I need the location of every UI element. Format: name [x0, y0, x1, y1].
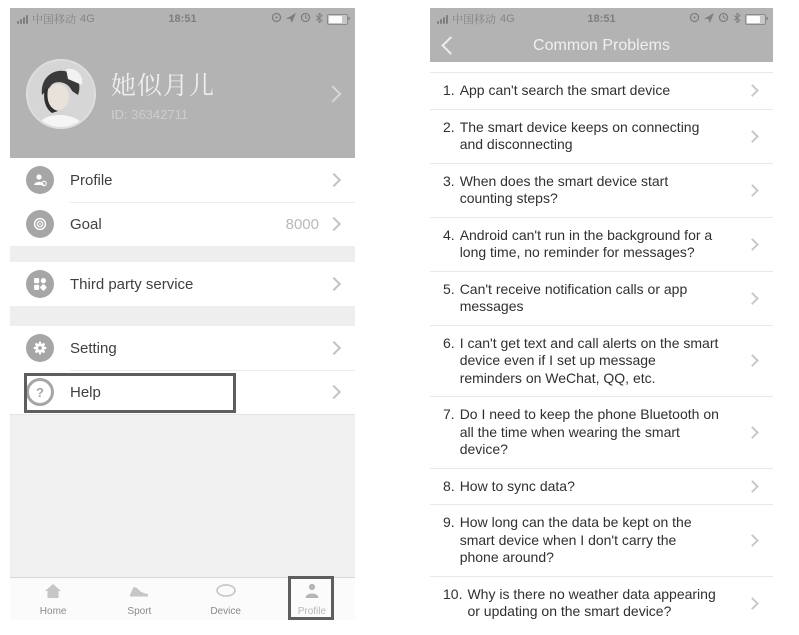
- faq-item-3[interactable]: [430, 164, 773, 218]
- carrier-label: 中国移动: [452, 14, 496, 26]
- chevron-right-icon: [746, 534, 759, 547]
- faq-number: 6.: [443, 334, 455, 351]
- signal-strength-icon: [17, 15, 28, 24]
- chevron-right-icon: [746, 597, 759, 610]
- faq-item-5[interactable]: [430, 272, 773, 326]
- person-badge-icon: [26, 166, 54, 194]
- faq-number: 3.: [443, 172, 455, 189]
- tab-sport[interactable]: [96, 578, 182, 620]
- chevron-right-icon: [327, 173, 341, 187]
- faq-number: 5.: [443, 280, 455, 297]
- empty-area: [10, 414, 355, 577]
- menu-label: Profile: [70, 171, 113, 189]
- user-id: ID: 36342711: [111, 107, 189, 122]
- signal-strength-icon: [437, 15, 448, 24]
- carrier-label: 中国移动: [32, 14, 76, 26]
- faq-item-7[interactable]: [430, 397, 773, 469]
- faq-item-6[interactable]: [430, 326, 773, 398]
- clock-label: 18:51: [168, 13, 197, 25]
- chevron-right-icon: [746, 184, 759, 197]
- alarm-icon: [300, 12, 311, 26]
- bluetooth-icon: [733, 12, 741, 27]
- common-problems-screen: [430, 8, 773, 625]
- chevron-right-icon: [746, 354, 759, 367]
- clock-label: 18:51: [587, 13, 616, 25]
- faq-text: Why is there no weather data appearing or updating on the smart device?: [467, 585, 716, 619]
- user-info: [111, 66, 327, 122]
- faq-item-10[interactable]: [430, 577, 773, 630]
- avatar[interactable]: [26, 59, 96, 129]
- menu-item-goal[interactable]: [10, 202, 355, 246]
- faq-item-4[interactable]: [430, 218, 773, 272]
- network-label: 4G: [80, 13, 95, 25]
- section-gap: [10, 246, 355, 262]
- nav-bar: [430, 30, 773, 62]
- status-left-cluster: [437, 11, 547, 27]
- chevron-right-icon: [746, 130, 759, 143]
- faq-text: The smart device keeps on connecting and disconnecting: [459, 118, 700, 152]
- profile-header[interactable]: [10, 30, 355, 158]
- menu-label: Third party service: [70, 275, 194, 293]
- faq-text: Do I need to keep the phone Bluetooth on all the time when wearing the smart device?: [459, 406, 719, 457]
- chevron-right-icon: [327, 341, 341, 355]
- orientation-lock-icon: [271, 12, 282, 26]
- faq-text: How long can the data be kept on the smart device when I don't carry the phone around?: [459, 514, 692, 565]
- status-left-cluster: [17, 11, 127, 27]
- band-icon: [215, 582, 237, 604]
- chevron-right-icon: [746, 480, 759, 493]
- goal-value: 8000: [285, 215, 319, 233]
- profile-tab-highlight-box: [288, 576, 334, 620]
- question-icon: ?: [26, 378, 54, 406]
- alarm-icon: [718, 12, 729, 26]
- faq-number: 10.: [443, 585, 463, 602]
- tab-label: Home: [39, 605, 67, 617]
- chevron-right-icon: [325, 86, 342, 103]
- chevron-right-icon: [746, 292, 759, 305]
- tab-label: Sport: [127, 605, 152, 617]
- chevron-right-icon: [746, 84, 759, 97]
- status-right-cluster: [656, 12, 766, 27]
- tab-device[interactable]: [183, 578, 269, 620]
- faq-number: 2.: [443, 118, 455, 135]
- menu-label: Goal: [70, 215, 102, 233]
- shoe-icon: [128, 582, 150, 604]
- chevron-right-icon: [746, 238, 759, 251]
- tab-label: Profile: [297, 605, 327, 617]
- back-button[interactable]: [441, 36, 459, 54]
- orientation-lock-icon: [689, 12, 700, 26]
- faq-text: When does the smart device start counting steps?: [459, 172, 669, 206]
- menu-item-third-party-service[interactable]: [10, 262, 355, 306]
- help-highlight-box: [24, 373, 236, 413]
- status-bar-right: [430, 8, 773, 30]
- tab-home[interactable]: [10, 578, 96, 620]
- chevron-right-icon: [327, 277, 341, 291]
- faq-list: [430, 72, 773, 630]
- section-gap: [10, 306, 355, 326]
- bluetooth-icon: [315, 12, 323, 27]
- faq-number: 9.: [443, 514, 455, 530]
- network-label: 4G: [500, 13, 515, 25]
- target-icon: [26, 210, 54, 238]
- menu-item-profile[interactable]: [10, 158, 355, 202]
- faq-text: Can't receive notification calls or app messages: [459, 280, 688, 314]
- page-title: Common Problems: [533, 37, 670, 54]
- faq-number: 1.: [443, 82, 455, 98]
- faq-item-9[interactable]: [430, 505, 773, 577]
- tab-label: Device: [210, 605, 241, 617]
- faq-item-1[interactable]: [430, 73, 773, 110]
- chevron-right-icon: [746, 426, 759, 439]
- status-right-cluster: [238, 12, 348, 27]
- location-icon: [286, 13, 296, 26]
- chevron-right-icon: [327, 217, 341, 231]
- chevron-right-icon: [327, 385, 341, 399]
- faq-number: 8.: [443, 477, 455, 494]
- status-bar-left: [10, 8, 355, 30]
- battery-icon: [745, 14, 766, 25]
- apps-icon: [26, 270, 54, 298]
- faq-number: 4.: [443, 226, 455, 243]
- user-name: 她似月儿: [111, 72, 216, 100]
- faq-text: I can't get text and call alerts on the smart device even if I set up message reminders on WeChat, QQ, etc.: [459, 334, 719, 386]
- menu-label: Help: [70, 383, 101, 401]
- location-icon: [704, 13, 714, 26]
- faq-item-2[interactable]: [430, 110, 773, 164]
- menu-label: Setting: [70, 339, 117, 357]
- faq-text: How to sync data?: [459, 477, 575, 494]
- faq-number: 7.: [443, 406, 455, 422]
- faq-text: App can't search the smart device: [459, 82, 671, 98]
- menu-item-setting[interactable]: [10, 326, 355, 370]
- gear-icon: [26, 334, 54, 362]
- home-icon: [43, 582, 63, 604]
- profile-screen: [10, 8, 355, 620]
- battery-icon: [327, 14, 348, 25]
- faq-item-8[interactable]: [430, 469, 773, 506]
- faq-text: Android can't run in the background for a long time, no reminder for messages?: [459, 226, 713, 260]
